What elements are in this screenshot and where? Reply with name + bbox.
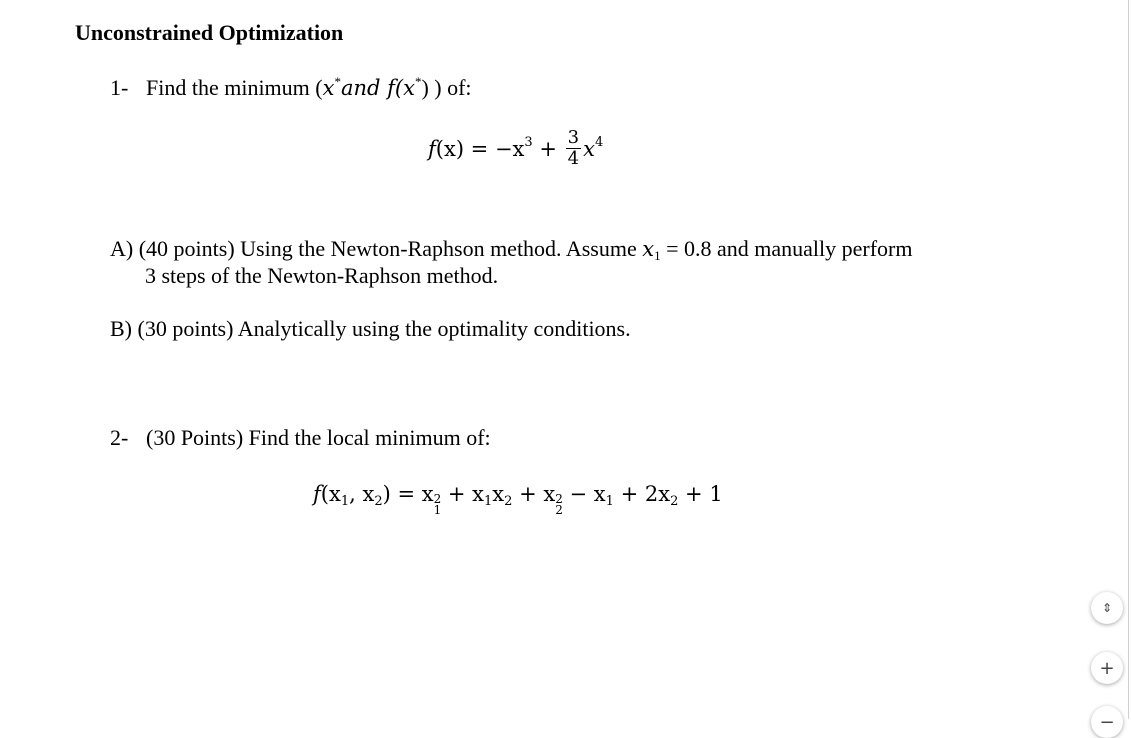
eq2-comma: , x (349, 482, 375, 506)
eq1-lhs: (x) = −x (435, 137, 525, 161)
eq1-fraction (566, 128, 581, 169)
eq2-t2s2: 2 (504, 494, 513, 509)
q1-math-paren: (x (394, 76, 415, 100)
eq2-open: (x (320, 482, 341, 506)
part-a-pre: A) (40 points) Using the Newton-Raphson method. Assume (110, 236, 643, 261)
eq2-t3-scripts (555, 494, 563, 516)
plus-icon: + (1099, 657, 1115, 679)
eq2-minus: − x (562, 482, 606, 506)
part-a-line-2: 3 steps of the Newton-Raphson method. (145, 263, 499, 288)
part-a-post: = 0.8 and manually perform (660, 236, 913, 261)
equation-1 (428, 127, 604, 171)
minus-icon: − (1099, 711, 1115, 733)
eq2-s1: 1 (340, 494, 350, 509)
eq2-plus2: + x (512, 482, 556, 506)
fit-page-button[interactable] (1091, 592, 1123, 624)
fit-page-icon: ⇕ (1101, 601, 1113, 615)
equation-2 (313, 482, 723, 516)
part-b: B) (30 points) Analytically using the optimality conditions. (110, 316, 631, 341)
eq1-plus: + (532, 137, 564, 161)
zoom-out-button[interactable] (1091, 706, 1123, 738)
eq2-t1-sup: 2 (433, 492, 442, 506)
eq2-t3-sub: 2 (555, 503, 563, 517)
eq1-exp3: 3 (524, 135, 533, 150)
eq2-plus3: + 2x (613, 482, 671, 506)
eq1-numerator: 3 (567, 127, 580, 148)
question-1 (110, 74, 472, 101)
part-a-sub: 1 (654, 248, 661, 263)
eq2-plus1: + x (441, 482, 485, 506)
page-edge (1128, 0, 1129, 719)
eq2-eqx: ) = x (382, 482, 434, 506)
question-2-text: (30 Points) Find the local minimum of: (146, 425, 491, 450)
eq2-t2x: x (492, 482, 505, 506)
q1-star-1: * (334, 74, 341, 89)
eq2-t3-sup: 2 (555, 492, 563, 506)
question-2-number: 2- (110, 425, 129, 450)
question-1-number: 1- (110, 75, 129, 100)
q1-math-and: and f (340, 76, 395, 100)
eq1-exp4: 4 (594, 135, 604, 150)
zoom-in-button[interactable] (1091, 652, 1123, 684)
eq2-s2: 2 (374, 494, 383, 509)
eq1-denominator: 4 (567, 148, 580, 169)
question-1-prefix: Find the minimum ( (146, 75, 323, 100)
eq1-x: x (583, 137, 595, 161)
eq2-plus4: + 1 (678, 482, 723, 506)
eq2-t2s1: 1 (484, 494, 493, 509)
eq2-f: f (313, 482, 321, 506)
part-a-x: x (642, 237, 655, 261)
eq2-t1-sub: 1 (433, 503, 442, 517)
eq1-f: f (428, 137, 436, 161)
q1-close: ) ) of: (421, 75, 472, 100)
q1-math-x: x (322, 76, 335, 100)
eq2-t4s: 1 (605, 494, 614, 509)
document-title: Unconstrained Optimization (75, 20, 344, 45)
question-2 (110, 425, 491, 451)
eq2-t5s: 2 (670, 494, 679, 509)
q1-star-2: * (414, 74, 422, 89)
